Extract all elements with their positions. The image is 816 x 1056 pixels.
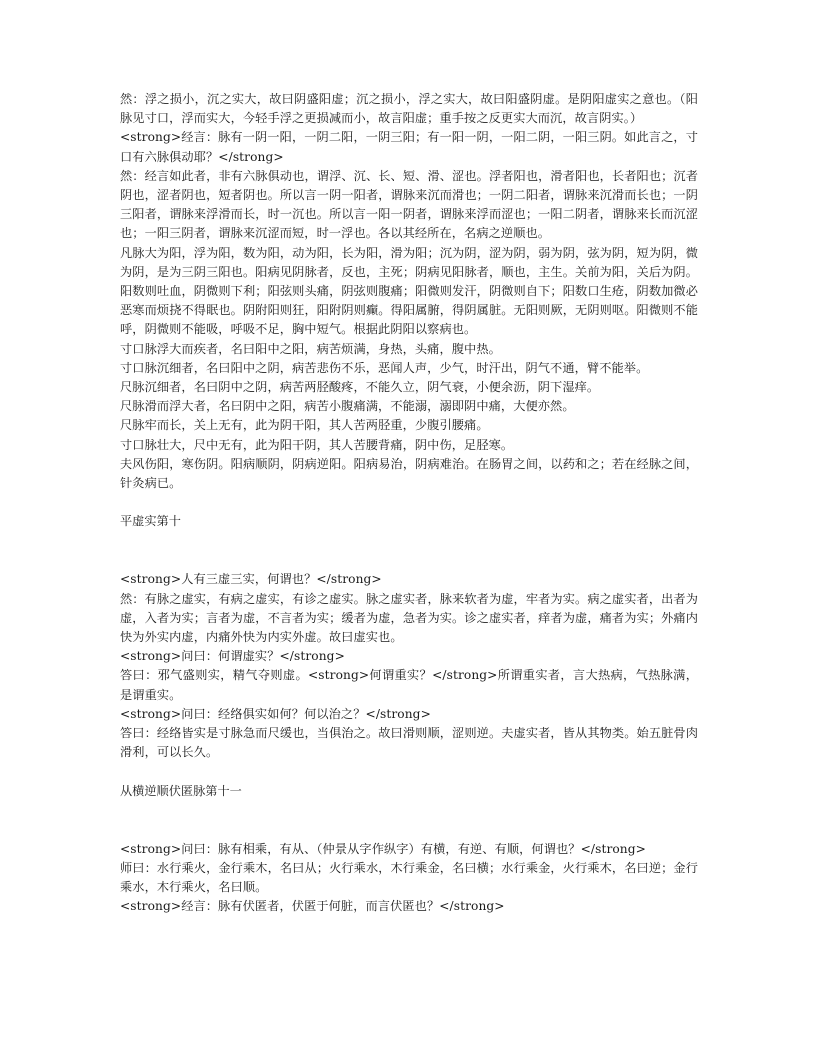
- paragraph: 凡脉大为阳，浮为阳，数为阳，动为阳，长为阳，滑为阳；沉为阴，涩为阴，弱为阴，弦为阴，短为阴，微为阴，是为三阴三阳也。阳病见阴脉者，反也，主死；阴病见阳脉者，顺也，主生。关前为阳，关后为阴。阳数则吐血，阴微则下利；阳弦则头痛，阴弦则腹痛；阳微则发汗，阴微则自下；阳数口生疮，阴数加微必恶寒而烦挠不得眠也。阴附阳则狂，阳附阴则癫。得阳属腑，得阴属脏。无阳则厥，无阴则呕。阳微则不能呼，阴微则不能吸，呼吸不足，胸中短气。根据此阴阳以察病也。: [120, 245, 698, 337]
- paragraph: <strong>人有三虚三实，何谓也？</strong>: [120, 572, 382, 587]
- paragraph: 师曰：水行乘火，金行乘木，名曰从；火行乘水，木行乘金，名曰横；水行乘金，火行乘木，名曰逆；金行乘水，木行乘火，名曰顺。: [120, 860, 698, 895]
- section-heading: 从横逆顺伏匿脉第十一: [120, 783, 242, 798]
- paragraph: <strong>经言：脉有一阴一阳，一阴二阳，一阴三阳；有一阳一阴，一阳二阴，一阳三阴。如此言之，寸口有六脉俱动耶？</strong>: [120, 130, 698, 164]
- spacer: [120, 493, 698, 512]
- paragraph: 答曰：经络皆实是寸脉急而尺缓也，当俱治之。故曰滑则顺，涩则逆。夫虚实者，皆从其物类。始五脏骨肉滑利，可以长久。: [120, 726, 698, 760]
- paragraph: <strong>经言：脉有伏匿者，伏匿于何脏，而言伏匿也？</strong>: [120, 899, 505, 914]
- paragraph: <strong>问曰：经络俱实如何？何以治之？</strong>: [120, 706, 431, 721]
- paragraph: 寸口脉浮大而疾者，名曰阳中之阳，病苦烦满，身热，头痛，腹中热。: [120, 341, 501, 356]
- paragraph: 尺脉牢而长，关上无有，此为阴干阳，其人苦两胫重，少腹引腰痛。: [120, 418, 489, 433]
- paragraph: 答曰：邪气盛则实，精气夺则虚。<strong>何谓重实？</strong>所谓重实者，言大热病，气热脉满，是谓重实。: [120, 668, 698, 702]
- paragraph: 尺脉滑而浮大者，名曰阴中之阳，病苦小腹痛满，不能溺，溺即阴中痛，大便亦然。: [120, 399, 575, 414]
- paragraph: <strong>问曰：脉有相乘，有从、（仲景从字作纵字）有横，有逆、有顺，何谓也？</strong>: [120, 841, 646, 856]
- paragraph: 然：经言如此者，非有六脉俱动也，谓浮、沉、长、短、滑、涩也。浮者阳也，滑者阳也，长者阳也；沉者阴也，涩者阴也，短者阴也。所以言一阴一阳者，谓脉来沉而滑也；一阴二阳者，谓脉来沉滑而长也；一阴三阳者，谓脉来浮滑而长，时一沉也。所以言一阳一阴者，谓脉来浮而涩也；一阳二阴者，谓脉来长而沉涩也；一阳三阴者，谓脉来沉涩而短，时一浮也。各以其经所在，名病之逆顺也。: [120, 168, 698, 241]
- paragraph: 尺脉沉细者，名曰阴中之阴，病苦两胫酸疼，不能久立，阴气衰，小便余沥，阴下湿痒。: [120, 380, 600, 395]
- section-xu-shi: [120, 570, 698, 762]
- spacer: [120, 763, 698, 782]
- paragraph: 寸口脉沉细者，名曰阳中之阴，病苦悲伤不乐，恶闻人声，少气，时汗出，阴气不通，臂不能举。: [120, 360, 649, 375]
- document-page: [120, 90, 698, 917]
- spacer: [120, 531, 698, 570]
- spacer: [120, 801, 698, 840]
- paragraph: 然：浮之损小，沉之实大，故曰阴盛阳虚；沉之损小，浮之实大，故曰阳盛阴虚。是阴阳虚实之意也。（阳脉见寸口，浮而实大，今轻手浮之更损减而小，故言阳虚；重手按之反更实大而沉，故言阴实。）: [120, 92, 698, 126]
- section-zong-heng: [120, 840, 698, 917]
- paragraph: 然：有脉之虚实，有病之虚实，有诊之虚实。脉之虚实者，脉来软者为虚，牢者为实。病之虚实者，出者为虚，入者为实；言者为虚，不言者为实；缓者为虚，急者为实。诊之虚实者，痒者为虚，痛者为实；外痛内快为外实内虚，内痛外快为内实外虚。故曰虚实也。: [120, 591, 698, 645]
- paragraph: 夫风伤阳，寒伤阴。阳病顺阴，阴病逆阳。阳病易治，阴病难治。在肠胃之间，以药和之；若在经脉之间，针灸病已。: [120, 456, 698, 491]
- section-yin-yang: [120, 90, 698, 493]
- paragraph: <strong>问曰：何谓虚实？</strong>: [120, 649, 345, 664]
- paragraph: 寸口脉壮大，尺中无有，此为阳干阴，其人苦腰背痛，阴中伤，足胫寒。: [120, 437, 514, 452]
- section-heading: 平虚实第十: [120, 514, 181, 529]
